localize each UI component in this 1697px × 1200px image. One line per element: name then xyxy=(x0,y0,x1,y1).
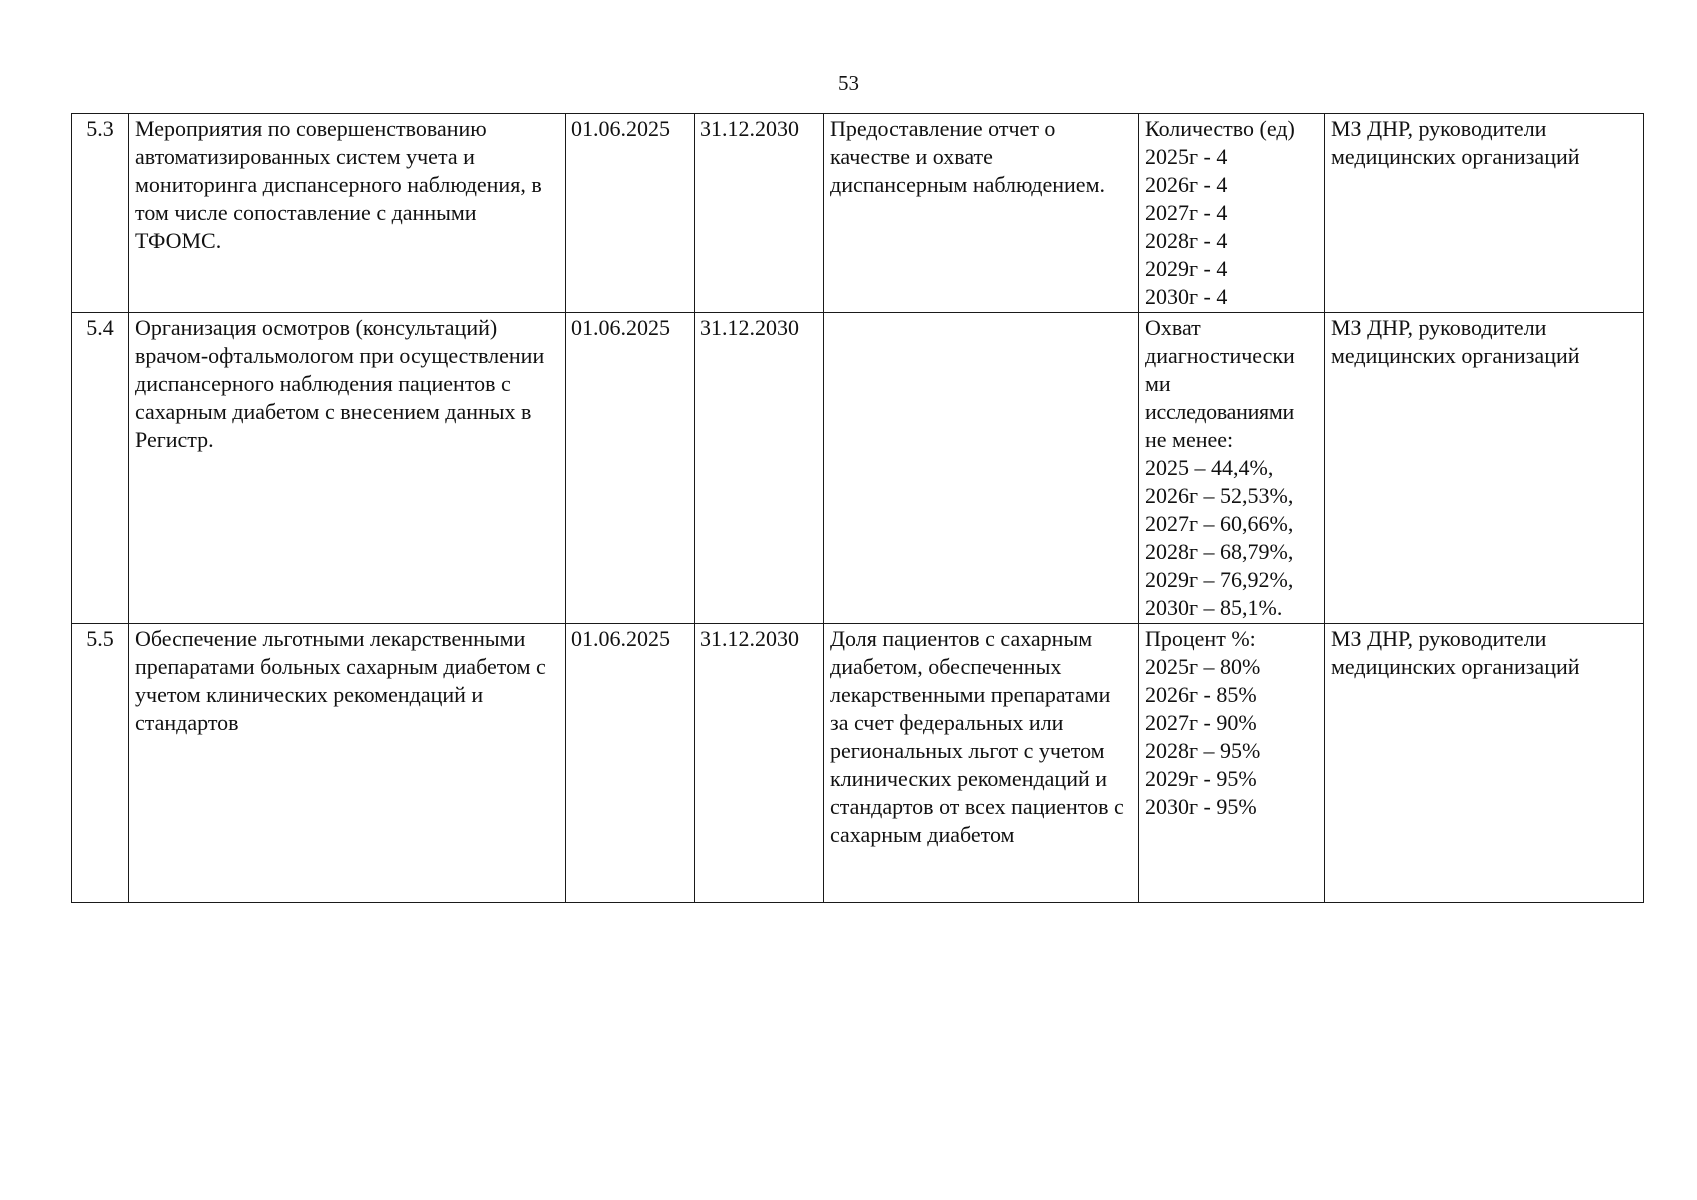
indicator-line: 2030г - 95% xyxy=(1145,794,1257,819)
event-description: Мероприятия по совершенствованию автоматизированных систем учета и мониторинга диспансерного наблюдения, в том числе сопоставление с данными ТФОМС. xyxy=(129,114,566,313)
indicator-line: 2027г - 4 xyxy=(1145,200,1228,225)
indicator-line: 2026г - 4 xyxy=(1145,172,1228,197)
row-number: 5.4 xyxy=(72,313,129,624)
start-date: 01.06.2025 xyxy=(566,624,695,903)
indicator-line: 2030г – 85,1%. xyxy=(1145,595,1283,620)
indicator-line: 2026г – 52,53%, xyxy=(1145,483,1294,508)
table-row xyxy=(72,313,1644,624)
indicator-line: диагностически xyxy=(1145,343,1295,368)
indicator-line: 2029г - 4 xyxy=(1145,256,1228,281)
end-date: 31.12.2030 xyxy=(695,114,824,313)
expected-result: Предоставление отчет о качестве и охвате диспансерным наблюдением. xyxy=(824,114,1139,313)
indicator-line: 2025 – 44,4%, xyxy=(1145,455,1274,480)
indicator-line: 2028г – 95% xyxy=(1145,738,1261,763)
indicator-line: 2029г – 76,92%, xyxy=(1145,567,1294,592)
indicator-line: 2025г – 80% xyxy=(1145,654,1261,679)
indicator-line: 2027г – 60,66%, xyxy=(1145,511,1294,536)
responsible-party: МЗ ДНР, руководители медицинских организаций xyxy=(1325,313,1644,624)
expected-result: Доля пациентов с сахарным диабетом, обеспеченных лекарственными препаратами за счет федеральных или региональных льгот с учетом клинических рекомендаций и стандартов от всех пациентов с сахарным диабетом xyxy=(824,624,1139,903)
event-description: Организация осмотров (консультаций) врачом-офтальмологом при осуществлении диспансерного наблюдения пациентов с сахарным диабетом с внесением данных в Регистр. xyxy=(129,313,566,624)
indicator-line: не менее: xyxy=(1145,427,1234,452)
expected-result xyxy=(824,313,1139,624)
row-number: 5.5 xyxy=(72,624,129,903)
indicator-cell xyxy=(1139,624,1325,903)
indicator-line: Процент %: xyxy=(1145,626,1256,651)
responsible-party: МЗ ДНР, руководители медицинских организаций xyxy=(1325,114,1644,313)
indicator-line: 2030г - 4 xyxy=(1145,284,1228,309)
responsible-party: МЗ ДНР, руководители медицинских организаций xyxy=(1325,624,1644,903)
page-number: 53 xyxy=(838,71,859,95)
event-description: Обеспечение льготными лекарственными препаратами больных сахарным диабетом с учетом клинических рекомендаций и стандартов xyxy=(129,624,566,903)
indicator-line: 2026г - 85% xyxy=(1145,682,1257,707)
row-number: 5.3 xyxy=(72,114,129,313)
table-row xyxy=(72,114,1644,313)
indicator-cell xyxy=(1139,313,1325,624)
indicator-cell xyxy=(1139,114,1325,313)
end-date: 31.12.2030 xyxy=(695,624,824,903)
table-row xyxy=(72,624,1644,903)
indicator-line: 2029г - 95% xyxy=(1145,766,1257,791)
indicator-line: исследованиями xyxy=(1145,399,1294,424)
activity-table xyxy=(71,113,1644,903)
indicator-line: 2025г - 4 xyxy=(1145,144,1228,169)
end-date: 31.12.2030 xyxy=(695,313,824,624)
indicator-line: 2028г – 68,79%, xyxy=(1145,539,1294,564)
indicator-line: Охват xyxy=(1145,315,1201,340)
start-date: 01.06.2025 xyxy=(566,313,695,624)
indicator-line: ми xyxy=(1145,371,1171,396)
start-date: 01.06.2025 xyxy=(566,114,695,313)
indicator-line: Количество (ед) xyxy=(1145,116,1295,141)
indicator-line: 2028г - 4 xyxy=(1145,228,1228,253)
indicator-line: 2027г - 90% xyxy=(1145,710,1257,735)
